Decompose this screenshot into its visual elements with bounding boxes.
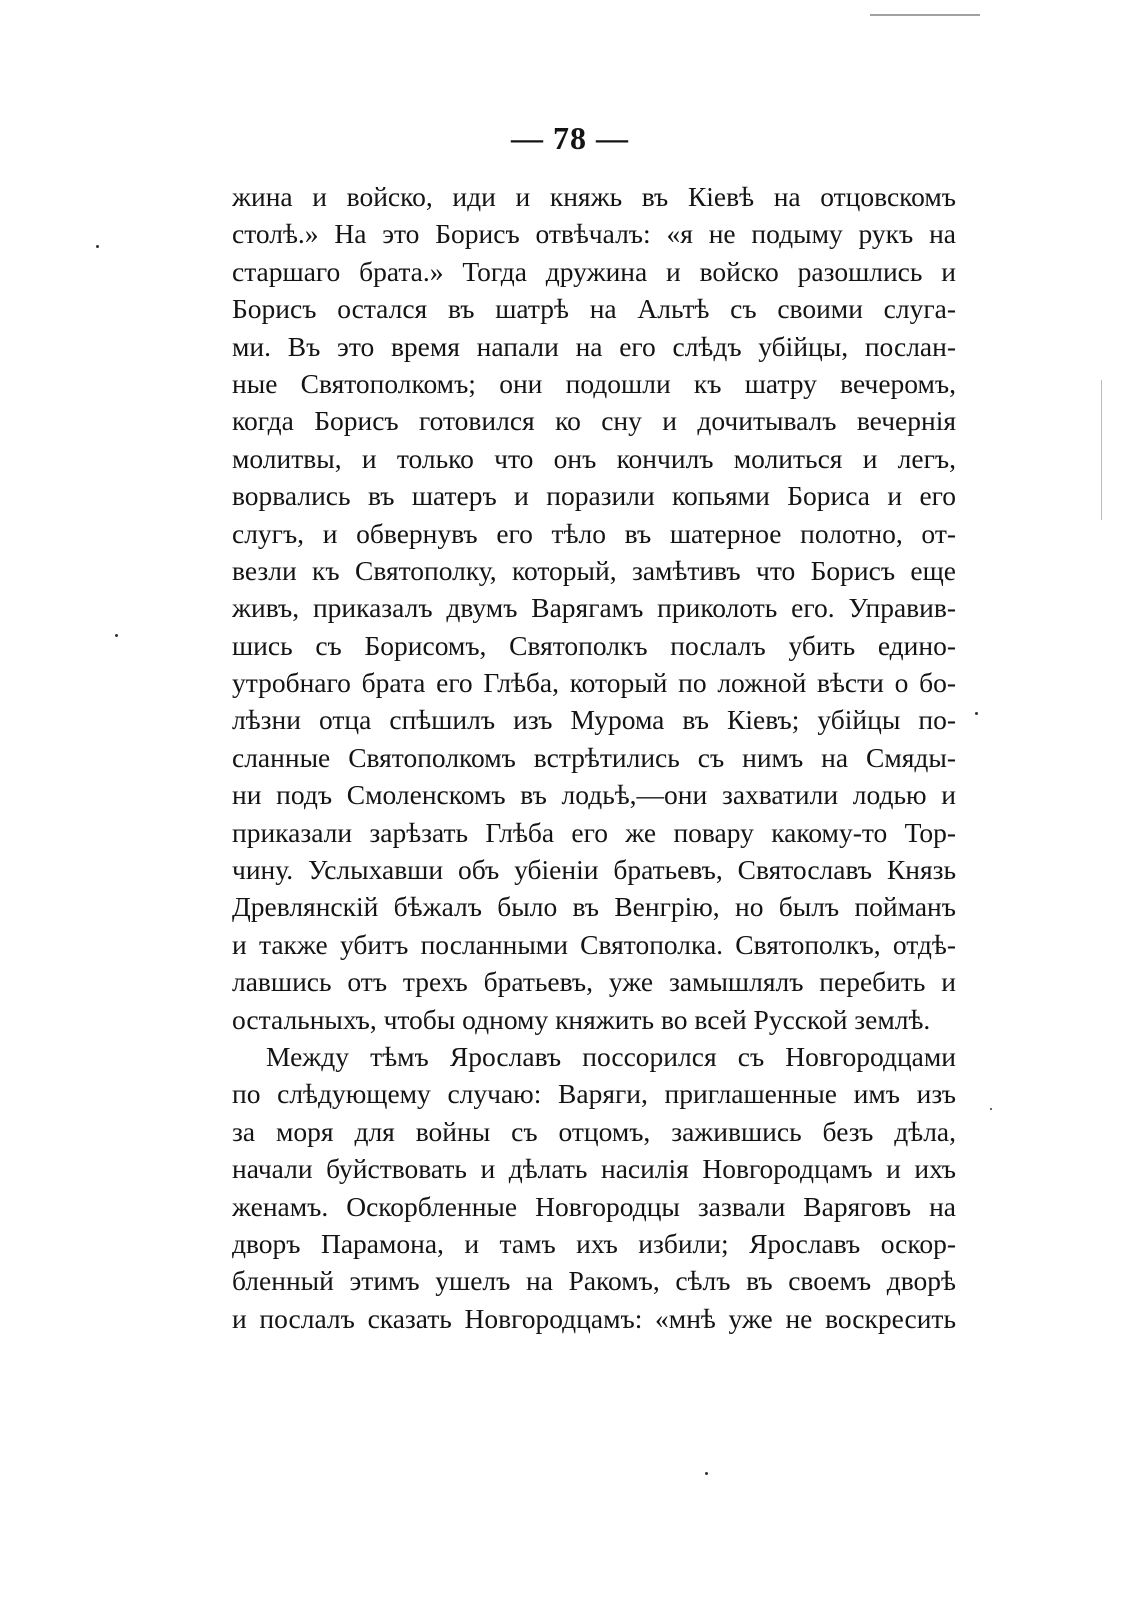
scan-edge-line xyxy=(1101,380,1102,520)
text-line: дворъ Парамона, и тамъ ихъ избили; Ярославъ оскор- xyxy=(232,1227,956,1259)
text-line: Борисъ остался въ шатрѣ на Альтѣ съ своими слуга- xyxy=(232,293,956,325)
scan-speck xyxy=(990,1108,992,1110)
text-line: молитвы, и только что онъ кончилъ молиться и легъ, xyxy=(232,442,956,474)
text-line: Между тѣмъ Ярославъ поссорился съ Новгородцами xyxy=(266,1040,956,1072)
text-line: за моря для войны съ отцомъ, зажившись безъ дѣла, xyxy=(232,1115,956,1147)
text-line: остальныхъ, чтобы одному княжить во всей Русской землѣ. xyxy=(232,1003,931,1035)
scan-speck xyxy=(705,1472,708,1475)
text-line: ни подъ Смоленскомъ въ лодьѣ,—они захватили лодью и xyxy=(232,779,956,811)
text-line: женамъ. Оскорбленные Новгородцы зазвали Варяговъ на xyxy=(232,1190,956,1222)
scan-speck xyxy=(975,712,978,715)
text-line: бленный этимъ ушелъ на Ракомъ, сѣлъ въ своемъ дворѣ xyxy=(232,1265,956,1297)
text-line: утробнаго брата его Глѣба, который по ложной вѣсти о бо- xyxy=(232,667,956,699)
text-line: столѣ.» На это Борисъ отвѣчалъ: «я не подыму рукъ на xyxy=(232,218,956,250)
text-line: Древлянскій бѣжалъ было въ Венгрію, но былъ пойманъ xyxy=(232,891,956,923)
text-line: начали буйствовать и дѣлать насилія Новгородцамъ и ихъ xyxy=(232,1153,956,1185)
text-line: чину. Услыхавши объ убіеніи братьевъ, Святославъ Князь xyxy=(232,854,956,886)
text-line: и также убитъ посланными Святополка. Святополкъ, отдѣ- xyxy=(232,928,956,960)
paragraph-2 xyxy=(232,1038,956,1337)
text-line: старшаго брата.» Тогда дружина и войско разошлись и xyxy=(232,255,956,287)
text-line: живъ, приказалъ двумъ Варягамъ приколоть его. Управив- xyxy=(232,592,956,624)
text-line: ные Святополкомъ; они подошли къ шатру вечеромъ, xyxy=(232,367,956,399)
text-line: ворвались въ шатеръ и поразили копьями Бориса и его xyxy=(232,480,956,512)
text-line: по слѣдующему случаю: Варяги, приглашенные имъ изъ xyxy=(232,1078,956,1110)
text-line: лавшись отъ трехъ братьевъ, уже замышлялъ перебить и xyxy=(232,966,956,998)
text-line: приказали зарѣзать Глѣба его же повару какому-то Тор- xyxy=(232,816,956,848)
paragraph-1 xyxy=(232,178,956,1038)
text-line: шись съ Борисомъ, Святополкъ послалъ убить едино- xyxy=(232,629,956,661)
body-text xyxy=(232,178,956,1337)
scan-edge-mark xyxy=(870,0,980,16)
text-line: слугъ, и обвернувъ его тѣло въ шатерное полотно, от- xyxy=(232,517,956,549)
text-line: лѣзни отца спѣшилъ изъ Мурома въ Кіевъ; убійцы по- xyxy=(232,704,956,736)
page-number: — 78 — xyxy=(511,120,629,156)
text-line: везли къ Святополку, который, замѣтивъ что Борисъ еще xyxy=(232,554,956,586)
text-line: жина и войско, иди и княжь въ Кіевѣ на отцовскомъ xyxy=(232,181,956,212)
text-line: сланные Святополкомъ встрѣтились съ нимъ на Смяды- xyxy=(232,741,956,773)
text-line: и послалъ сказать Новгородцамъ: «мнѣ уже не воскресить xyxy=(232,1302,956,1334)
scan-speck xyxy=(96,245,99,248)
scan-speck xyxy=(115,634,118,637)
text-line: ми. Въ это время напали на его слѣдъ убійцы, послан- xyxy=(232,330,956,362)
text-line: когда Борисъ готовился ко сну и дочитывалъ вечернія xyxy=(232,405,956,437)
